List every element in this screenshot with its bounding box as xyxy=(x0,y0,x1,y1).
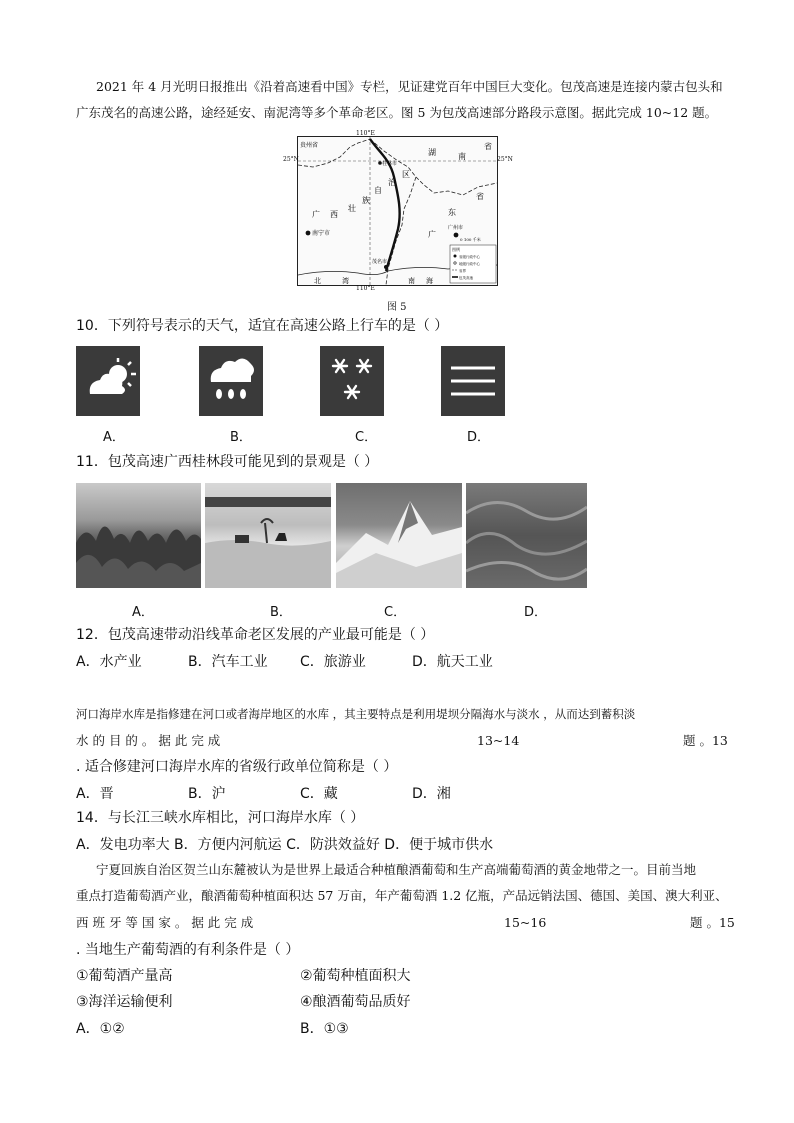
q10-option-d[interactable]: D． xyxy=(467,430,491,445)
passage-2-line-1: 河口海岸水库是指修建在河口或者海岸地区的水库 ，其主要特点是利用堤坝分隔海水与淡水 ，从而达到蓄积淡 xyxy=(76,707,636,721)
map-lon-bottom-label: 110°E xyxy=(356,285,375,292)
map-label-wan: 湾 xyxy=(342,277,349,285)
q15-statement-1: ①葡萄酒产量高 xyxy=(76,968,173,984)
map-label-zhuang: 壮 xyxy=(348,204,356,213)
snowflake-icon xyxy=(320,346,384,416)
legend-item-3: 省界 xyxy=(459,269,466,273)
q11-stem: 11．包茂高速广西桂林段可能见到的景观是（ ） xyxy=(76,454,379,470)
q11-option-b[interactable]: B． xyxy=(270,605,292,620)
passage-3-line-3a: 西 班 牙 等 国 家 。 据 此 完 成 xyxy=(76,915,254,930)
q15-option-a[interactable]: A．①② xyxy=(76,1021,125,1037)
legend-item-4: 包茂高速 xyxy=(459,276,473,280)
passage-1-line-2: 广东茂名的高速公路，途经延安、南泥湾等多个革命老区。图 5 为包茂高速部分路段示意图。据此完成 10~12 题。 xyxy=(76,105,718,120)
legend-item-2: 地级行政中心 xyxy=(459,262,480,266)
rain-cloud-icon xyxy=(199,346,263,416)
partly-cloudy-icon xyxy=(76,346,140,416)
weather-icon-rain xyxy=(199,346,263,416)
q10-option-b[interactable]: B． xyxy=(230,430,252,445)
map-label-sheng-2: 省 xyxy=(476,192,484,201)
q10-option-a[interactable]: A． xyxy=(103,430,125,445)
map-label-dong: 东 xyxy=(448,208,456,217)
q12-option-a[interactable]: A．水产业 xyxy=(76,654,142,670)
map-label-guang: 广 xyxy=(428,230,436,239)
nanning-dot xyxy=(306,231,311,236)
legend-icon-provincial xyxy=(454,255,457,258)
legend-title: 图例 xyxy=(452,247,460,252)
snow-mountain-photo xyxy=(336,483,462,588)
map-label-nanning: 南宁市 xyxy=(312,230,331,237)
desert-oasis-photo xyxy=(205,483,331,588)
map-lat-right-label: 25°N xyxy=(497,156,513,163)
passage-3-line-3b: 15~16 xyxy=(504,915,547,930)
q13-option-a[interactable]: A．晋 xyxy=(76,786,114,802)
map-scale: 0 100 千米 xyxy=(460,237,481,242)
map-label-zu: 族 xyxy=(362,196,370,205)
q14-options[interactable]: A．发电功率大 B．方便内河航运 C．防洪效益好 D．便于城市供水 xyxy=(76,837,494,853)
passage-2-line-2a: 水 的 目 的 。 据 此 完 成 xyxy=(76,733,221,748)
passage-3-line-2: 重点打造葡萄酒产业，酿酒葡萄种植面积达 57 万亩，年产葡萄酒 1.2 亿瓶，产品远销法国、德国、美国、澳大利亚、 xyxy=(76,888,728,903)
q13-option-d[interactable]: D．湘 xyxy=(412,786,451,802)
q15-statement-2: ②葡萄种植面积大 xyxy=(300,968,411,984)
gully-terrain-image xyxy=(466,483,587,588)
map-label-guangzhou: 广州市 xyxy=(448,225,464,231)
q10-option-c[interactable]: C． xyxy=(355,430,378,445)
karst-landscape-photo xyxy=(76,483,201,588)
map-label-xi: 西 xyxy=(330,210,338,219)
q15-statement-4: ④酿酒葡萄品质好 xyxy=(300,994,411,1010)
q13-stem: . 适合修建河口海岸水库的省级行政单位简称是（ ） xyxy=(76,759,398,775)
q11-option-a[interactable]: A． xyxy=(132,605,154,620)
map-label-guizhou: 贵州省 xyxy=(300,142,319,149)
weather-icon-snow xyxy=(320,346,384,416)
passage-1-line-1: 2021 年 4 月光明日报推出《沿着高速看中国》专栏，见证建党百年中国巨大变化。包茂高速是连接内蒙古包头和 xyxy=(96,79,723,94)
legend-item-1: 省级行政中心 xyxy=(459,255,480,259)
map-label-hai: 海 xyxy=(426,277,433,285)
snow-peak-image xyxy=(336,483,462,588)
passage-2-line-2b: 13~14 xyxy=(477,733,520,748)
map-label-sheng-1: 省 xyxy=(484,142,492,151)
map-lon-top-label: 110°E xyxy=(356,130,375,137)
q11-option-d[interactable]: D． xyxy=(524,605,548,620)
q15-stem: . 当地生产葡萄酒的有利条件是（ ） xyxy=(76,942,300,958)
desert-camels-image xyxy=(205,483,331,588)
q13-option-c[interactable]: C．藏 xyxy=(300,786,338,802)
q15-option-b[interactable]: B．①③ xyxy=(300,1021,349,1037)
weather-icon-fog xyxy=(441,346,505,416)
passage-3-line-1: 宁夏回族自治区贺兰山东麓被认为是世界上最适合种植酿酒葡萄和生产高端葡萄酒的黄金地带之一。目前当地 xyxy=(96,862,697,877)
map-label-gui: 广 xyxy=(312,210,320,219)
q13-option-b[interactable]: B．沪 xyxy=(188,786,226,802)
guangzhou-dot xyxy=(454,233,459,238)
map-svg xyxy=(298,137,497,285)
map-label-zhi: 治 xyxy=(388,178,396,187)
map-label-nan: 南 xyxy=(458,152,466,161)
map-label-qu: 区 xyxy=(402,170,410,179)
maoming-dot xyxy=(384,265,388,269)
weather-icon-partly-cloudy xyxy=(76,346,140,416)
q12-stem: 12．包茂高速带动沿线革命老区发展的产业最可能是（ ） xyxy=(76,627,435,643)
fog-icon xyxy=(441,346,505,416)
figure-5-caption: 图 5 xyxy=(387,302,407,313)
loess-plateau-photo xyxy=(466,483,587,588)
q12-option-b[interactable]: B．汽车工业 xyxy=(188,654,268,670)
map-lat-left-label: 25°N xyxy=(283,156,299,163)
passage-2-line-2c: 题 。13 xyxy=(683,733,728,748)
map-label-nanhai: 南 xyxy=(408,277,415,285)
q14-stem: 14．与长江三峡水库相比，河口海岸水库（ ） xyxy=(76,810,365,826)
karst-peaks-image xyxy=(76,483,201,588)
map-label-zi: 自 xyxy=(374,186,382,195)
q12-option-c[interactable]: C．旅游业 xyxy=(300,654,366,670)
map-label-guilin: 桂林市 xyxy=(382,161,398,167)
figure-5-map xyxy=(297,136,498,286)
map-label-hu: 湖 xyxy=(428,148,436,157)
q12-option-d[interactable]: D．航天工业 xyxy=(412,654,493,670)
map-label-beibu: 北 xyxy=(314,277,321,285)
map-label-maoming: 茂名市 xyxy=(372,259,388,265)
q15-statement-3: ③海洋运输便利 xyxy=(76,994,173,1010)
q10-stem: 10．下列符号表示的天气，适宜在高速公路上行车的是（ ） xyxy=(76,318,449,334)
q11-option-c[interactable]: C． xyxy=(384,605,407,620)
passage-3-line-3c: 题 。15 xyxy=(690,915,735,930)
